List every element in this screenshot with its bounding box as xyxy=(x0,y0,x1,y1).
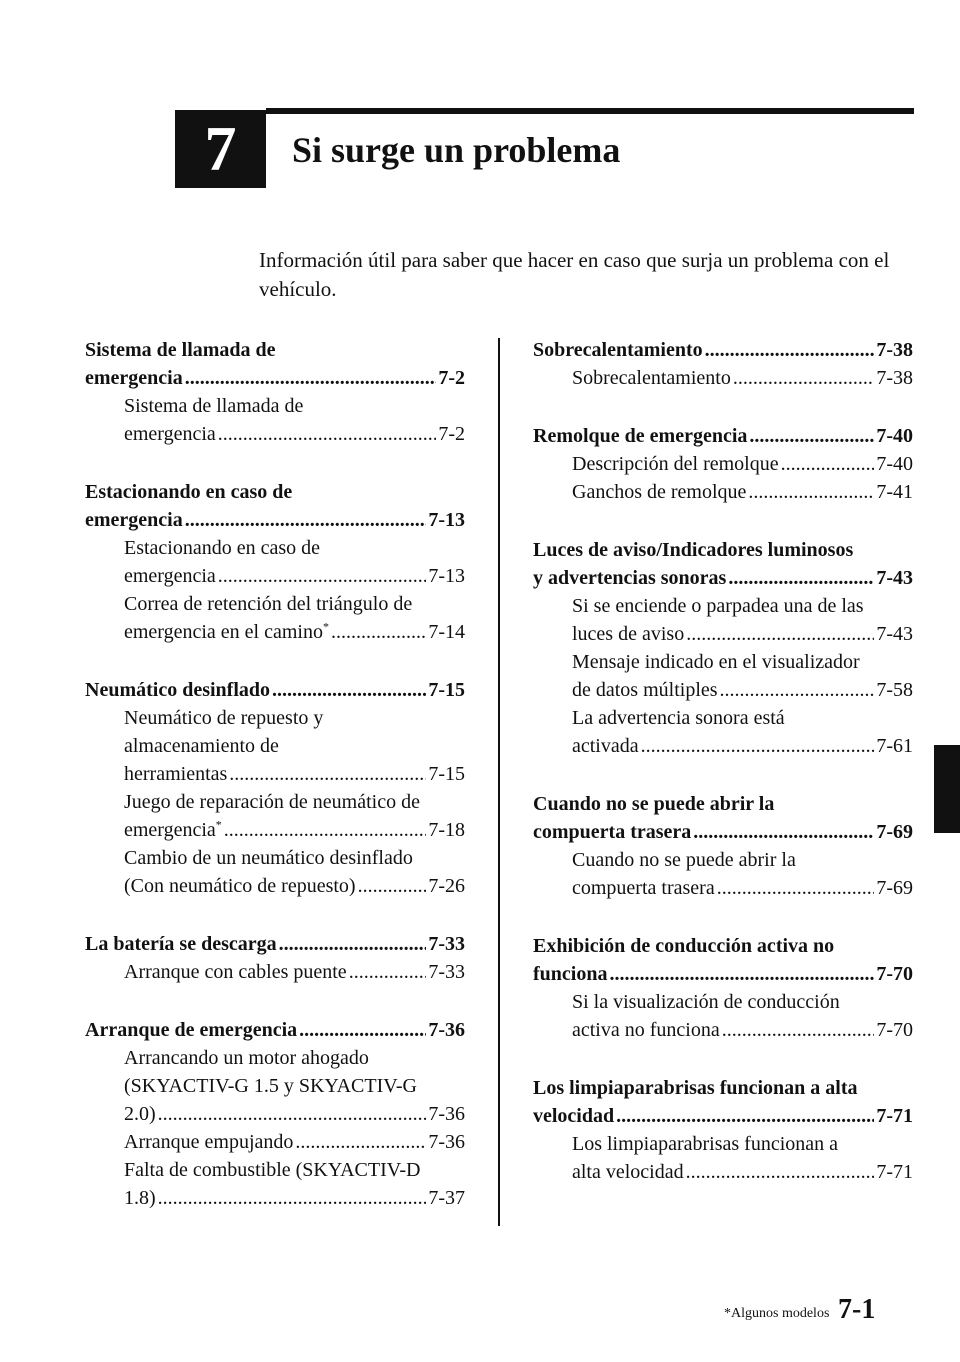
toc-entry-line: Sistema de llamada de xyxy=(124,395,304,417)
dot-leader xyxy=(331,618,426,646)
toc-entry-line: Estacionando en caso de xyxy=(124,537,321,559)
dot-leader xyxy=(229,760,426,788)
toc-page-ref: 7-41 xyxy=(876,481,913,503)
toc-entry-line: Cuando no se puede abrir la xyxy=(572,849,796,871)
toc-page-ref: 7-13 xyxy=(428,509,465,531)
toc-entry-text xyxy=(124,420,216,448)
toc-entry[interactable] xyxy=(85,420,465,448)
toc-entry-text xyxy=(572,1158,684,1186)
toc-section xyxy=(85,930,465,986)
toc-entry[interactable] xyxy=(85,562,465,590)
toc-page-ref: 7-18 xyxy=(428,819,465,841)
toc-page-ref: 7-15 xyxy=(428,763,465,785)
toc-page-ref: 7-13 xyxy=(428,565,465,587)
dot-leader xyxy=(158,1184,427,1212)
toc-section xyxy=(533,790,913,902)
toc-section-title-line: Estacionando en caso de xyxy=(85,481,293,503)
chapter-header-rule xyxy=(266,108,914,114)
toc-entry-text xyxy=(572,364,731,392)
toc-entry-line: Si la visualización de conducción xyxy=(572,991,840,1013)
toc-entry[interactable] xyxy=(85,872,465,900)
dot-leader xyxy=(641,732,875,760)
toc-section-title[interactable] xyxy=(85,1016,465,1044)
toc-entry-text xyxy=(124,872,356,900)
toc-entry-text xyxy=(572,450,779,478)
dot-leader xyxy=(781,450,875,478)
toc-section-title-text: y advertencias sonoras xyxy=(533,567,727,589)
dot-leader xyxy=(616,1102,874,1130)
chapter-title: Si surge un problema xyxy=(292,130,621,170)
toc-section-title[interactable] xyxy=(85,676,465,704)
toc-section-title-text: funciona xyxy=(533,963,608,985)
toc-entry-line: Neumático de repuesto y xyxy=(124,707,324,729)
chapter-number: 7 xyxy=(204,113,237,184)
dot-leader xyxy=(728,564,874,592)
dot-leader xyxy=(609,960,874,988)
toc-entry[interactable] xyxy=(533,364,913,392)
dot-leader xyxy=(185,506,427,534)
toc-entry-text xyxy=(572,874,715,902)
toc-entry-text xyxy=(124,1184,156,1212)
toc-section xyxy=(85,1016,465,1212)
toc-entry-text xyxy=(124,1100,156,1128)
toc-entry-text-last: 1.8) xyxy=(124,1187,156,1209)
toc-section xyxy=(533,932,913,1044)
dot-leader xyxy=(185,364,437,392)
toc-entry-text xyxy=(124,1128,293,1156)
dot-leader xyxy=(299,1016,426,1044)
toc-entry-text-last: Sobrecalentamiento xyxy=(572,367,731,389)
chapter-number-box xyxy=(175,110,266,188)
toc-entry[interactable] xyxy=(533,874,913,902)
dot-leader xyxy=(720,676,875,704)
toc-right-column xyxy=(533,336,913,1216)
toc-section xyxy=(533,536,913,760)
toc-entry-text-last: 2.0) xyxy=(124,1103,156,1125)
toc-page-ref: 7-2 xyxy=(438,367,465,389)
toc-entry[interactable] xyxy=(85,1128,465,1156)
toc-section-title[interactable] xyxy=(533,564,913,592)
toc-section-title-text: emergencia xyxy=(85,509,183,531)
toc-page-ref: 7-36 xyxy=(428,1131,465,1153)
toc-entry[interactable] xyxy=(85,618,465,646)
some-models-marker: * xyxy=(215,817,222,832)
dot-leader xyxy=(295,1128,426,1156)
toc-entry-text-last: de datos múltiples xyxy=(572,679,718,701)
page-number: 7-1 xyxy=(838,1294,876,1325)
toc-section-title[interactable] xyxy=(533,1102,913,1130)
dot-leader xyxy=(218,420,437,448)
toc-section-title[interactable] xyxy=(533,336,913,364)
toc-left-column xyxy=(85,336,465,1242)
toc-entry-text xyxy=(572,732,639,760)
toc-page-ref: 7-33 xyxy=(428,933,465,955)
toc-page-ref: 7-58 xyxy=(876,679,913,701)
toc-entry-text xyxy=(572,478,746,506)
toc-entry-line: Cambio de un neumático desinflado xyxy=(124,847,413,869)
toc-page-ref: 7-37 xyxy=(428,1187,465,1209)
toc-entry-text xyxy=(124,816,222,844)
toc-entry-line: (SKYACTIV-G 1.5 y SKYACTIV-G xyxy=(124,1075,417,1097)
toc-entry-line: Falta de combustible (SKYACTIV-D xyxy=(124,1159,421,1181)
toc-entry-text xyxy=(572,676,718,704)
toc-entry[interactable] xyxy=(533,1158,913,1186)
toc-page-ref: 7-43 xyxy=(876,623,913,645)
toc-section-title[interactable] xyxy=(533,818,913,846)
dot-leader xyxy=(349,958,427,986)
toc-entry-text-last: luces de aviso xyxy=(572,623,685,645)
toc-section xyxy=(533,336,913,392)
dot-leader xyxy=(722,1016,875,1044)
toc-page-ref: 7-71 xyxy=(876,1161,913,1183)
chapter-intro: Información útil para saber que hacer en caso que surja un problema con el vehículo. xyxy=(259,248,890,301)
toc-section xyxy=(85,336,465,448)
toc-page-ref: 7-14 xyxy=(428,621,465,643)
toc-section-title-text: compuerta trasera xyxy=(533,821,692,843)
toc-section xyxy=(85,676,465,900)
toc-page-ref: 7-38 xyxy=(876,367,913,389)
toc-entry[interactable] xyxy=(85,1100,465,1128)
toc-section-title[interactable] xyxy=(85,364,465,392)
column-divider xyxy=(498,338,500,1226)
toc-entry-line: Juego de reparación de neumático de xyxy=(124,791,420,813)
toc-page-ref: 7-69 xyxy=(876,821,913,843)
toc-page-ref: 7-36 xyxy=(428,1103,465,1125)
toc-entry-text-last: activa no funciona xyxy=(572,1019,720,1041)
toc-page-ref: 7-36 xyxy=(428,1019,465,1041)
toc-entry-text xyxy=(124,562,216,590)
some-models-marker: * xyxy=(322,619,329,634)
toc-section-title-text: velocidad xyxy=(533,1105,615,1127)
toc-entry-text-last: alta velocidad xyxy=(572,1161,684,1183)
dot-leader xyxy=(279,930,427,958)
toc-entry-text-last: Arranque con cables puente xyxy=(124,961,347,983)
toc-section-title-text: La batería se descarga xyxy=(85,933,277,955)
toc-entry[interactable] xyxy=(533,732,913,760)
toc-page-ref: 7-33 xyxy=(428,961,465,983)
toc-section-title-line: Los limpiaparabrisas funcionan a alta xyxy=(533,1077,858,1099)
toc-page-ref: 7-2 xyxy=(438,423,465,445)
dot-leader xyxy=(748,478,874,506)
toc-entry-text xyxy=(572,620,684,648)
toc-entry-text-last: emergencia xyxy=(124,423,216,445)
toc-section xyxy=(533,422,913,506)
dot-leader xyxy=(686,1158,875,1186)
toc-page-ref: 7-69 xyxy=(876,877,913,899)
toc-section-title[interactable] xyxy=(533,422,913,450)
toc-entry-line: Correa de retención del triángulo de xyxy=(124,593,413,615)
toc-entry[interactable] xyxy=(533,676,913,704)
toc-entry-line: Los limpiaparabrisas funcionan a xyxy=(572,1133,839,1155)
dot-leader xyxy=(218,562,427,590)
dot-leader xyxy=(224,816,427,844)
dot-leader xyxy=(686,620,874,648)
toc-entry-text-last: Descripción del remolque xyxy=(572,453,779,475)
toc-entry-text xyxy=(124,618,329,646)
toc-page-ref: 7-70 xyxy=(876,1019,913,1041)
toc-entry-text xyxy=(572,1016,720,1044)
toc-entry-text-last: (Con neumático de repuesto) xyxy=(124,875,356,897)
dot-leader xyxy=(717,874,875,902)
toc-section-title-text: Arranque de emergencia xyxy=(85,1019,298,1041)
chapter-edge-tab xyxy=(934,745,960,833)
toc-entry-text-last: emergencia en el camino xyxy=(124,621,323,643)
dot-leader xyxy=(705,336,875,364)
toc-entry[interactable] xyxy=(85,958,465,986)
toc-entry-text-last: Arranque empujando xyxy=(124,1131,294,1153)
toc-section-title-line: Luces de aviso/Indicadores luminosos xyxy=(533,539,854,561)
toc-section-title[interactable] xyxy=(85,506,465,534)
toc-page-ref: 7-15 xyxy=(428,679,465,701)
toc-section xyxy=(85,478,465,646)
toc-page-ref: 7-61 xyxy=(876,735,913,757)
dot-leader xyxy=(749,422,874,450)
toc-section-title-text: emergencia xyxy=(85,367,183,389)
toc-entry-line: Mensaje indicado en el visualizador xyxy=(572,651,860,673)
toc-entry-line: La advertencia sonora está xyxy=(572,707,785,729)
toc-entry[interactable] xyxy=(85,1184,465,1212)
toc-entry-text-last: herramientas xyxy=(124,763,228,785)
toc-entry[interactable] xyxy=(85,816,465,844)
toc-entry-text-last: emergencia xyxy=(124,565,216,587)
toc-section-title-text: Neumático desinflado xyxy=(85,679,270,701)
toc-entry-text xyxy=(124,760,227,788)
toc-section-title-line: Sistema de llamada de xyxy=(85,339,276,361)
toc-page-ref: 7-70 xyxy=(876,963,913,985)
toc-page-ref: 7-26 xyxy=(428,875,465,897)
toc-section-title-text: Sobrecalentamiento xyxy=(533,339,703,361)
footnote: *Algunos modelos xyxy=(724,1306,830,1321)
toc-entry-text-last: emergencia xyxy=(124,819,216,841)
toc-entry[interactable] xyxy=(85,760,465,788)
toc-entry-line: Arrancando un motor ahogado xyxy=(124,1047,369,1069)
toc-section-title-line: Cuando no se puede abrir la xyxy=(533,793,775,815)
toc-section-title[interactable] xyxy=(533,960,913,988)
toc-entry-line: almacenamiento de xyxy=(124,735,279,757)
dot-leader xyxy=(733,364,875,392)
toc-section-title[interactable] xyxy=(85,930,465,958)
toc-page-ref: 7-38 xyxy=(876,339,913,361)
toc-entry-line: Si se enciende o parpadea una de las xyxy=(572,595,864,617)
toc-entry-text xyxy=(124,958,347,986)
toc-page-ref: 7-71 xyxy=(876,1105,913,1127)
toc-section xyxy=(533,1074,913,1186)
dot-leader xyxy=(272,676,426,704)
toc-entry-text-last: activada xyxy=(572,735,639,757)
toc-entry[interactable] xyxy=(533,1016,913,1044)
toc-entry[interactable] xyxy=(533,620,913,648)
toc-entry-text-last: compuerta trasera xyxy=(572,877,715,899)
toc-section-title-text: Remolque de emergencia xyxy=(533,425,748,447)
toc-page-ref: 7-40 xyxy=(876,453,913,475)
toc-entry-text-last: Ganchos de remolque xyxy=(572,481,747,503)
dot-leader xyxy=(358,872,427,900)
toc-entry[interactable] xyxy=(533,450,913,478)
toc-section-title-line: Exhibición de conducción activa no xyxy=(533,935,835,957)
toc-entry[interactable] xyxy=(533,478,913,506)
dot-leader xyxy=(158,1100,427,1128)
toc-page-ref: 7-40 xyxy=(876,425,913,447)
dot-leader xyxy=(693,818,874,846)
toc-page-ref: 7-43 xyxy=(876,567,913,589)
